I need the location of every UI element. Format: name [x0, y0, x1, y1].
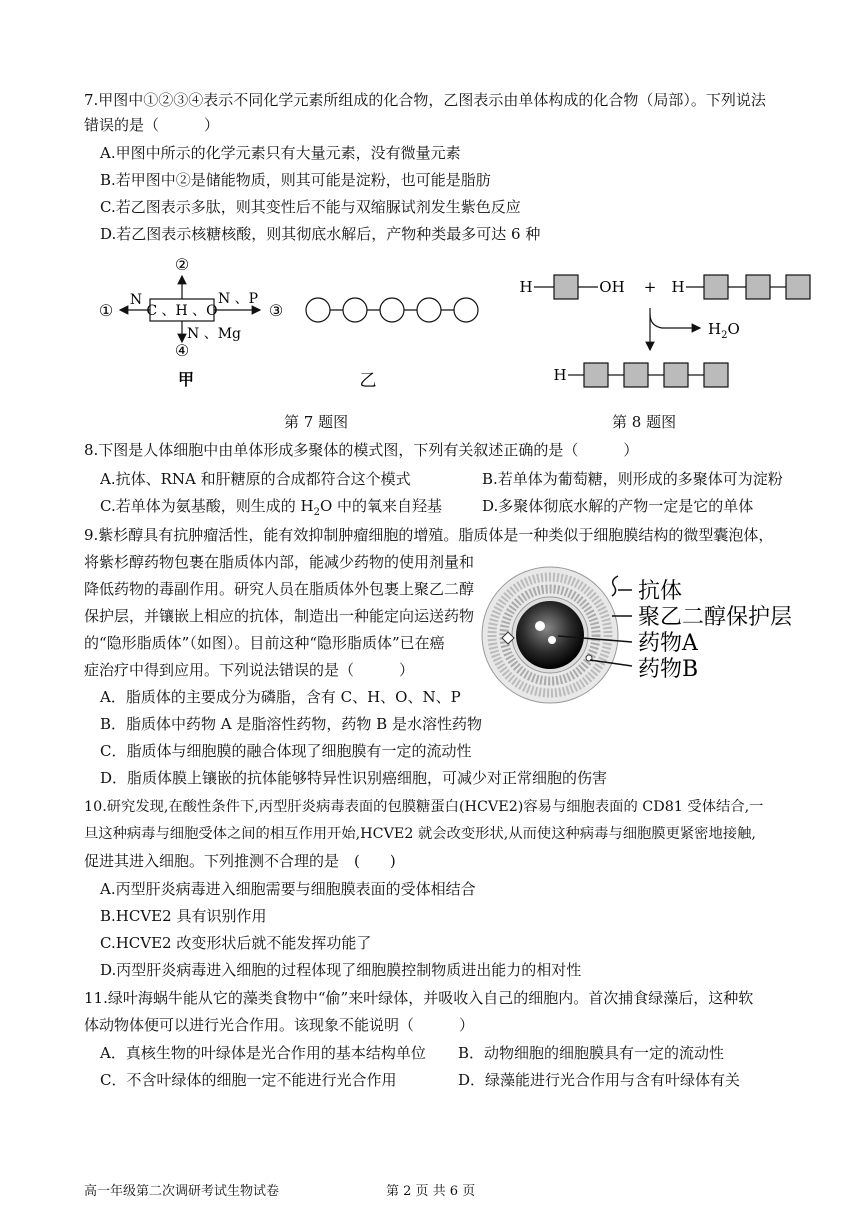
q9-stem-line4: 保护层，并镶嵌上相应的抗体，制造出一种能定向运送药物	[84, 607, 475, 625]
antibody-label: 抗体	[638, 579, 683, 604]
q8-option-b: B.若单体为葡萄糖，则形成的多聚体可为淀粉	[482, 470, 783, 488]
q11-option-d: D．绿藻能进行光合作用与含有叶绿体有关	[458, 1071, 741, 1089]
oh-label: OH	[599, 278, 625, 296]
q7-option-a: A.甲图中所示的化学元素只有大量元素，没有微量元素	[100, 144, 461, 162]
q10-option-b: B.HCVE2 具有识别作用	[100, 907, 267, 925]
liposome-figure	[478, 560, 818, 710]
q10-option-a: A.丙型肝炎病毒进入细胞需要与细胞膜表面的受体相结合	[100, 880, 476, 898]
liposome-core	[516, 601, 584, 669]
monomer-circle	[343, 298, 367, 322]
q11-option-c: C．不含叶绿体的细胞一定不能进行光合作用	[100, 1071, 397, 1089]
compound-1-label: ①	[98, 301, 114, 320]
figure-yi	[300, 290, 490, 390]
monomer-square	[786, 275, 810, 299]
caption-q7: 第 7 题图	[284, 413, 349, 431]
q7-stem-line1: 7.甲图中①②③④表示不同化学元素所组成的化合物，乙图表示由单体构成的化合物（局部）。下列说法	[84, 91, 766, 109]
q9-stem-line3: 降低药物的毒副作用。研究人员在脂质体外包裹上聚乙二醇	[84, 580, 475, 598]
drug-a-particle	[535, 621, 545, 631]
drug-a-particle	[548, 636, 556, 644]
q9-stem-line1: 9.紫杉醇具有抗肿瘤活性，能有效抑制肿瘤细胞的增殖。脂质体是一种类似于细胞膜结构的微型囊泡体，	[84, 526, 774, 544]
right-arrow-label: N 、P	[217, 291, 259, 307]
q10-option-c: C.HCVE2 改变形状后就不能发挥功能了	[100, 934, 372, 952]
q7-option-b: B.若甲图中②是储能物质，则其可能是淀粉，也可能是脂肪	[100, 171, 491, 189]
element-box-label: C 、H 、O	[146, 303, 218, 319]
q10-stem-line3: 促进其进入细胞。下列推测不合理的是 ( )	[84, 852, 396, 870]
q11-option-a: A．真核生物的叶绿体是光合作用的基本结构单位	[100, 1044, 426, 1062]
q9-stem-line2: 将紫杉醇药物包裹在脂质体内部，能减少药物的使用剂量和	[84, 553, 475, 571]
figure-jia-label: 甲	[177, 370, 195, 389]
h-label: H	[553, 366, 567, 384]
footer-page-number: 第 2 页 共 6 页	[386, 1184, 476, 1199]
monomer-square	[584, 363, 608, 387]
q7-option-c: C.若乙图表示多肽，则其变性后不能与双缩脲试剂发生紫色反应	[100, 198, 521, 216]
figure-jia	[90, 252, 300, 392]
h-label: H	[519, 278, 533, 296]
figure-q8	[516, 266, 816, 396]
footer-exam-title: 高一年级第二次调研考试生物试卷	[84, 1184, 280, 1199]
compound-4-label: ④	[174, 341, 190, 360]
q8-option-d: D.多聚体彻底水解的产物一定是它的单体	[482, 497, 754, 515]
q10-stem-line2: 旦这种病毒与细胞受体之间的相互作用开始,HCVE2 就会改变形状,从而使这种病毒与细胞膜更紧密地接触,	[84, 826, 756, 842]
q11-option-b: B．动物细胞的细胞膜具有一定的流动性	[458, 1044, 725, 1062]
monomer-square	[624, 363, 648, 387]
q8-stem: 8.下图是人体细胞中由单体形成多聚体的模式图，下列有关叙述正确的是（ ）	[84, 441, 639, 459]
water-label: $H_2O$	[708, 320, 740, 341]
monomer-square	[746, 275, 770, 299]
q9-option-a: A．脂质体的主要成分为磷脂，含有 C、H、O、N、P	[100, 688, 461, 706]
drug-a-label: 药物A	[638, 631, 698, 656]
plus-sign: +	[643, 278, 657, 296]
q10-option-d: D.丙型肝炎病毒进入细胞的过程体现了细胞膜控制物质进出能力的相对性	[100, 961, 582, 979]
monomer-circle	[306, 298, 330, 322]
h-label: H	[671, 278, 685, 296]
q11-stem-line2: 体动物体便可以进行光合作用。该现象不能说明（ ）	[84, 1016, 475, 1034]
compound-3-label: ③	[268, 301, 284, 320]
q9-option-b: B．脂质体中药物 A 是脂溶性药物，药物 B 是水溶性药物	[100, 715, 482, 733]
monomer-square	[704, 363, 728, 387]
q11-stem-line1: 11.绿叶海蜗牛能从它的藻类食物中“偷”来叶绿体，并吸收入自己的细胞内。首次捕食绿藻后，这种软	[84, 989, 754, 1007]
monomer-square	[704, 275, 728, 299]
monomer-square	[554, 275, 578, 299]
q7-option-d: D.若乙图表示核糖核酸，则其彻底水解后，产物种类最多可达 6 种	[100, 225, 541, 243]
monomer-circle	[454, 298, 478, 322]
q9-stem-line5: 的“隐形脂质体”（如图）。目前这种“隐形脂质体”已在癌	[84, 634, 445, 652]
drug-b-label: 药物B	[638, 657, 699, 682]
q9-stem-line6: 症治疗中得到应用。下列说法错误的是（ ）	[84, 661, 415, 679]
compound-2-label: ②	[174, 255, 190, 274]
left-arrow-label: N	[129, 292, 143, 308]
down-arrow-label: N 、Mg	[187, 326, 241, 342]
monomer-circle	[380, 298, 404, 322]
peg-label: 聚乙二醇保护层	[638, 605, 793, 630]
q8-option-a: A.抗体、RNA 和肝糖原的合成都符合这个模式	[100, 470, 411, 488]
q8-option-c: C.若单体为氨基酸，则生成的 $H_2O$ 中的氧来自羟基	[100, 497, 443, 518]
q9-option-c: C．脂质体与细胞膜的融合体现了细胞膜有一定的流动性	[100, 742, 472, 760]
q10-stem-line1: 10.研究发现,在酸性条件下,丙型肝炎病毒表面的包膜糖蛋白(HCVE2)容易与细胞表面的 CD81 受体结合,一	[84, 799, 764, 815]
q9-option-d: D．脂质体膜上镶嵌的抗体能够特异性识别癌细胞，可减少对正常细胞的伤害	[100, 769, 608, 787]
figure-yi-label: 乙	[359, 371, 377, 390]
caption-q8: 第 8 题图	[612, 413, 677, 431]
monomer-square	[664, 363, 688, 387]
monomer-circle	[417, 298, 441, 322]
q7-stem-line2: 错误的是（ ）	[84, 116, 220, 134]
